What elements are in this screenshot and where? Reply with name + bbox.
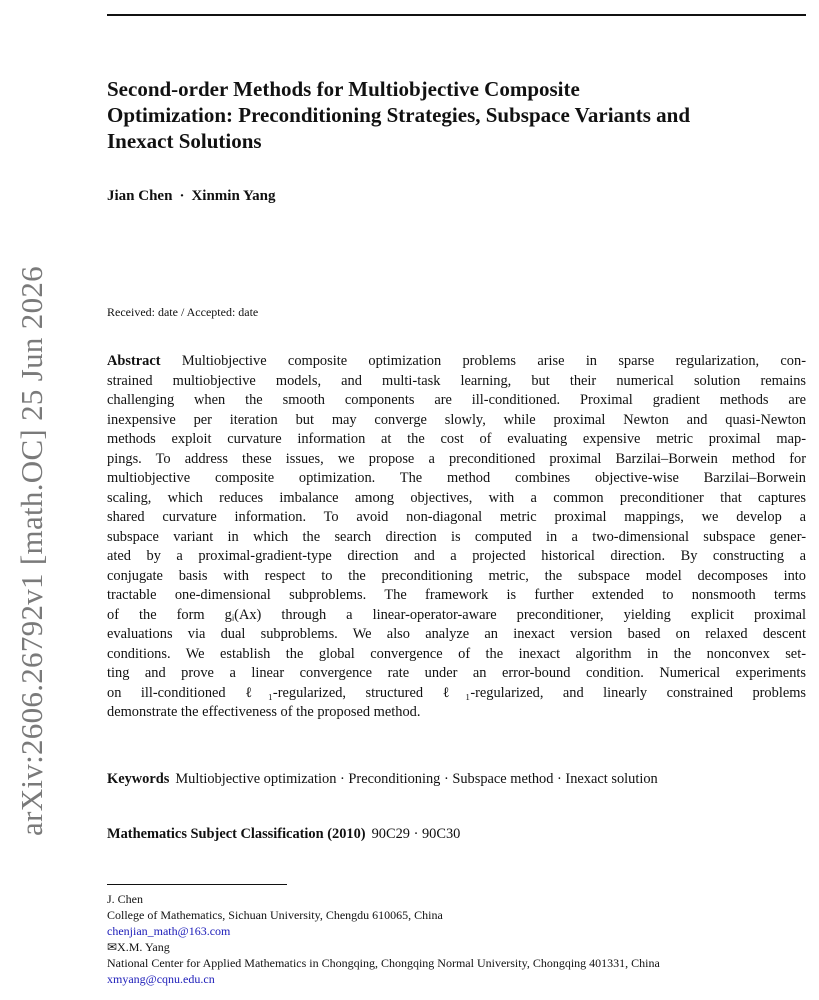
keywords-label: Keywords (107, 771, 170, 787)
abstract-line: evaluations via dual subproblems. We also analyze an inexact version based on relaxed descent (107, 626, 806, 642)
abstract-line: conjugate basis with respect to the preconditioning metric, the subspace model decomposes into (107, 567, 806, 584)
abstract-line: ting and prove a linear convergence rate under an error-bound condition. Numerical experiments (107, 665, 806, 681)
email-link[interactable]: xmyang@cqnu.edu.cn (107, 972, 215, 986)
paper-title (107, 76, 812, 154)
abstract-line: subspace variant in which the search direction is computed in a two-dimensional subspace gener- (107, 528, 806, 545)
abstract-line: multiobjective composite optimization. The method combines objective-wise Barzilai–Borwein (107, 470, 806, 486)
abstract-line: shared curvature information. To avoid non-diagonal metric proximal mappings, we develop a (107, 509, 806, 525)
msc-codes: 90C29 · 90C30 (371, 826, 461, 842)
footnote-author: ✉X.M. Yang (107, 940, 170, 954)
arxiv-stamp: arXiv:2606.26792v1 [math.OC] 25 Jun 2026 (14, 266, 49, 836)
abstract-line: methods exploit curvature information at the cost of evaluating expensive metric proximal map- (107, 431, 806, 447)
footnote-author: J. Chen (107, 892, 143, 906)
abstract-line (107, 352, 806, 372)
author-name: Jian Chen (107, 188, 173, 204)
keywords-text: Multiobjective optimization · Preconditioning · Subspace method · Inexact solution (175, 771, 658, 787)
abstract-line: on ill-conditioned ℓ₁-regularized, structured ℓ₁-regularized, and linearly constrained problems (107, 684, 806, 701)
abstract-line: tractable one-dimensional subproblems. The framework is further extended to nonsmooth terms (107, 587, 806, 603)
abstract-line: scaling, which reduces imbalance among objectives, with a common preconditioner that captures (107, 489, 806, 506)
author-name: Xinmin Yang (191, 188, 276, 204)
author-separator: · (179, 188, 185, 204)
email-link[interactable]: chenjian_math@163.com (107, 924, 231, 938)
author-list (107, 188, 276, 205)
footnote-rule (107, 884, 287, 885)
abstract-line: conditions. We establish the global convergence of the inexact algorithm in the nonconvex set- (107, 645, 806, 662)
abstract-line: ated by a proximal-gradient-type direction and a projected historical direction. By constructing a (107, 548, 806, 564)
top-rule (107, 14, 806, 16)
title-line: Inexact Solutions (107, 129, 262, 153)
arxiv-sidebar (0, 0, 60, 1000)
abstract-line: demonstrate the effectiveness of the proposed method. (107, 704, 421, 720)
abstract-line: of the form gᵢ(Ax) through a linear-operator-aware preconditioner, yielding explicit proximal (107, 606, 806, 623)
msc-classification (107, 826, 460, 843)
footnote-affiliation: College of Mathematics, Sichuan University, Chengdu 610065, China (107, 908, 443, 922)
abstract-line: inexpensive per iteration but may converge slowly, while proximal Newton and quasi-Newton (107, 411, 806, 428)
abstract-line: challenging when the smooth components are ill-conditioned. Proximal gradient methods are (107, 392, 806, 408)
footnote-affiliation: National Center for Applied Mathematics in Chongqing, Chongqing Normal University, Chongqing 401331, China (107, 956, 660, 970)
abstract-line: pings. To address these issues, we propose a preconditioned proximal Barzilai–Borwein method for (107, 450, 806, 467)
title-line: Optimization: Preconditioning Strategies, Subspace Variants and (107, 103, 690, 127)
msc-label: Mathematics Subject Classification (2010) (107, 826, 366, 842)
keywords (107, 771, 806, 788)
title-line: Second-order Methods for Multiobjective Composite (107, 77, 580, 101)
abstract-line: strained multiobjective models, and multi-task learning, but their numerical solution remains (107, 372, 806, 389)
received-line: Received: date / Accepted: date (107, 305, 259, 319)
abstract-text: Multiobjective composite optimization problems arise in sparse regularization, con- (181, 353, 806, 369)
abstract-label: Abstract (107, 353, 161, 369)
abstract (107, 352, 806, 723)
footnotes (107, 891, 812, 987)
